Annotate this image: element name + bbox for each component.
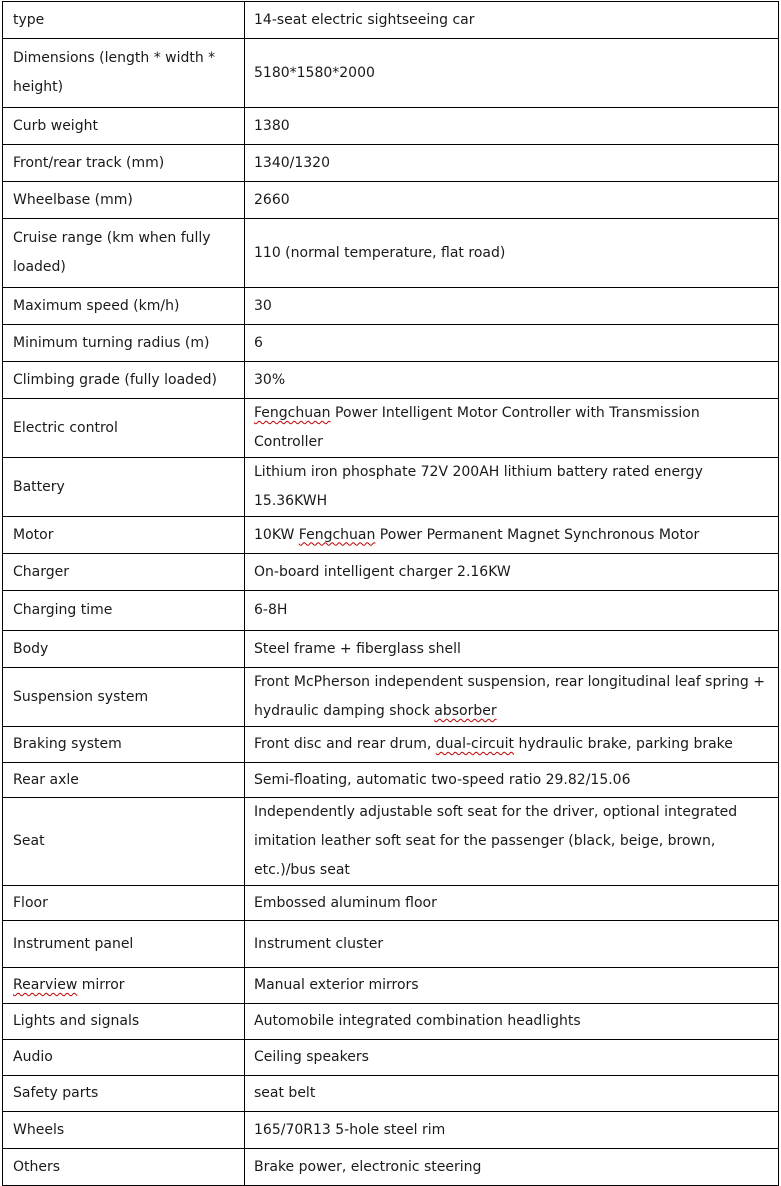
spec-value: 165/70R13 5-hole steel rim: [245, 1112, 779, 1149]
spec-value: Instrument cluster: [245, 921, 779, 968]
spec-value: 6-8H: [245, 591, 779, 631]
spec-table: [2, 1, 779, 1186]
spec-label: Electric control: [3, 399, 245, 458]
table-row: [3, 968, 779, 1004]
spec-value: 2660: [245, 182, 779, 219]
table-row: [3, 288, 779, 325]
table-row: [3, 1076, 779, 1112]
spec-label: Body: [3, 631, 245, 668]
spec-value: 14-seat electric sightseeing car: [245, 2, 779, 39]
spec-value: Automobile integrated combination headlights: [245, 1004, 779, 1040]
spec-label: Lights and signals: [3, 1004, 245, 1040]
spec-label: Safety parts: [3, 1076, 245, 1112]
spec-label: Rear axle: [3, 763, 245, 798]
spec-label: Front/rear track (mm): [3, 145, 245, 182]
spec-label: type: [3, 2, 245, 39]
spec-label: Curb weight: [3, 108, 245, 145]
spec-label: Seat: [3, 798, 245, 886]
table-row: [3, 2, 779, 39]
spec-value: Brake power, electronic steering: [245, 1149, 779, 1186]
table-row: [3, 668, 779, 727]
table-row: [3, 554, 779, 591]
table-row: [3, 1112, 779, 1149]
spec-label: Cruise range (km when fully loaded): [3, 219, 245, 288]
spec-label: Battery: [3, 458, 245, 517]
table-row: [3, 517, 779, 554]
table-row: [3, 362, 779, 399]
spec-label: Wheelbase (mm): [3, 182, 245, 219]
table-row: [3, 458, 779, 517]
spec-value: Manual exterior mirrors: [245, 968, 779, 1004]
table-row: [3, 1149, 779, 1186]
table-row: [3, 39, 779, 108]
spec-value: 110 (normal temperature, flat road): [245, 219, 779, 288]
spec-label: Instrument panel: [3, 921, 245, 968]
spec-value: Ceiling speakers: [245, 1040, 779, 1076]
spec-label: Suspension system: [3, 668, 245, 727]
table-row: [3, 631, 779, 668]
spec-label: Rearview mirror: [3, 968, 245, 1004]
spec-value: Fengchuan Power Intelligent Motor Controller with Transmission Controller: [245, 399, 779, 458]
table-row: [3, 182, 779, 219]
table-row: [3, 325, 779, 362]
table-row: [3, 1004, 779, 1040]
table-row: [3, 763, 779, 798]
table-row: [3, 921, 779, 968]
spec-value: seat belt: [245, 1076, 779, 1112]
table-row: [3, 399, 779, 458]
spec-label: Motor: [3, 517, 245, 554]
spec-value: Front McPherson independent suspension, rear longitudinal leaf spring + hydraulic damping shock absorber: [245, 668, 779, 727]
spec-value: 6: [245, 325, 779, 362]
spec-value: Independently adjustable soft seat for the driver, optional integrated imitation leather soft seat for the passenger (black, beige, brown, etc.)/bus seat: [245, 798, 779, 886]
spec-label: Dimensions (length * width * height): [3, 39, 245, 108]
spec-label: Audio: [3, 1040, 245, 1076]
table-row: [3, 886, 779, 921]
spec-value: 5180*1580*2000: [245, 39, 779, 108]
spec-value: 10KW Fengchuan Power Permanent Magnet Synchronous Motor: [245, 517, 779, 554]
spec-value: Embossed aluminum floor: [245, 886, 779, 921]
table-row: [3, 1040, 779, 1076]
table-row: [3, 219, 779, 288]
spec-label: Floor: [3, 886, 245, 921]
table-row: [3, 145, 779, 182]
spec-table-body: [3, 2, 779, 1186]
spec-value: 1380: [245, 108, 779, 145]
spec-label: Minimum turning radius (m): [3, 325, 245, 362]
spec-value: 30: [245, 288, 779, 325]
spec-value: On-board intelligent charger 2.16KW: [245, 554, 779, 591]
table-row: [3, 591, 779, 631]
spec-label: Charging time: [3, 591, 245, 631]
spec-value: Semi-floating, automatic two-speed ratio 29.82/15.06: [245, 763, 779, 798]
spec-label: Others: [3, 1149, 245, 1186]
spec-label: Braking system: [3, 727, 245, 763]
spec-label: Charger: [3, 554, 245, 591]
spec-label: Wheels: [3, 1112, 245, 1149]
spec-value: 1340/1320: [245, 145, 779, 182]
spec-label: Maximum speed (km/h): [3, 288, 245, 325]
table-row: [3, 727, 779, 763]
table-row: [3, 798, 779, 886]
spec-value: Front disc and rear drum, dual-circuit hydraulic brake, parking brake: [245, 727, 779, 763]
table-row: [3, 108, 779, 145]
spec-label: Climbing grade (fully loaded): [3, 362, 245, 399]
spec-value: Lithium iron phosphate 72V 200AH lithium battery rated energy 15.36KWH: [245, 458, 779, 517]
spec-value: Steel frame + fiberglass shell: [245, 631, 779, 668]
spec-value: 30%: [245, 362, 779, 399]
